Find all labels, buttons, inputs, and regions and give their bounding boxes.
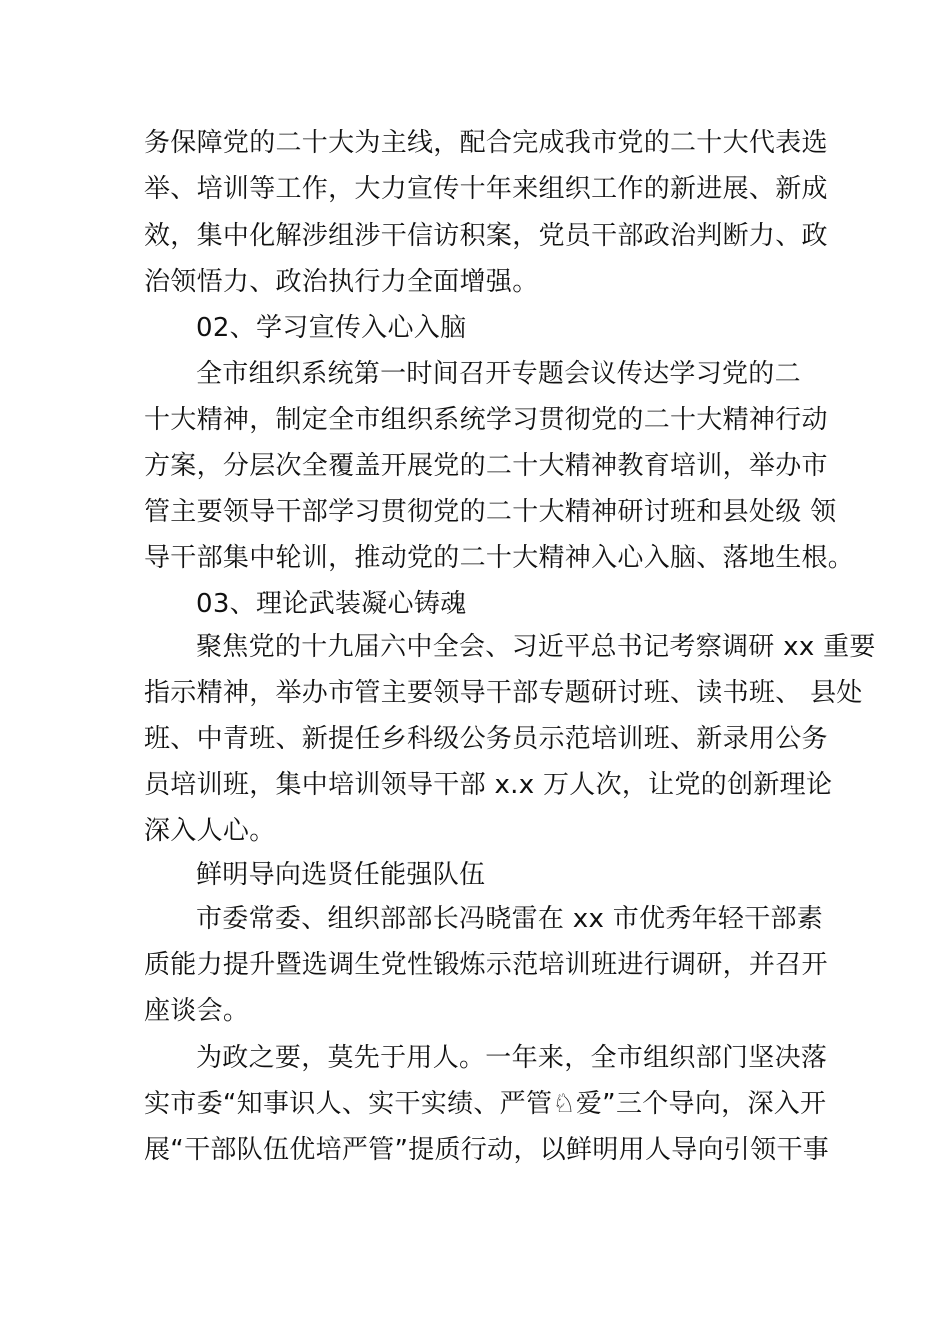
body-line: 务保障党的二十大为主线，配合完成我市党的二十大代表选: [144, 128, 828, 158]
body-line: 举、培训等工作，大力宣传十年来组织工作的新进展、新成: [144, 174, 828, 204]
body-line: 管主要领导干部学习贯彻党的二十大精神研讨班和县处级 领: [144, 497, 837, 527]
body-line: 治领悟力、政治执行力全面增强。: [144, 267, 539, 297]
body-line: 导干部集中轮训，推动党的二十大精神入心入脑、落地生根。: [144, 543, 855, 573]
body-line: 十大精神，制定全市组织系统学习贯彻党的二十大精神行动: [144, 405, 828, 435]
section-heading: 03、理论武装凝心铸魂: [196, 589, 467, 619]
body-line: 实市委“知事识人、实干实绩、严管♘爱”三个导向，深入开: [144, 1089, 827, 1119]
body-line: 深入人心。: [144, 816, 276, 846]
body-line: 全市组织系统第一时间召开专题会议传达学习党的二: [196, 359, 801, 389]
body-line: 效，集中化解涉组涉干信访积案，党员干部政治判断力、政: [144, 221, 828, 251]
section-heading: 02、学习宣传入心入脑: [196, 313, 467, 343]
body-line: 质能力提升暨选调生党性锻炼示范培训班进行调研，并召开: [144, 950, 828, 980]
body-line: 聚焦党的十九届六中全会、习近平总书记考察调研 xx 重要: [196, 632, 876, 662]
body-line: 方案，分层次全覆盖开展党的二十大精神教育培训，举办市: [144, 451, 828, 481]
body-line: 员培训班，集中培训领导干部 x.x 万人次，让党的创新理论: [144, 770, 833, 800]
section-heading: 鲜明导向选贤任能强队伍: [196, 860, 486, 890]
body-line: 指示精神，举办市管主要领导干部专题研讨班、读书班、 县处: [144, 678, 863, 708]
body-line: 班、中青班、新提任乡科级公务员示范培训班、新录用公务: [144, 724, 828, 754]
body-line: 展“干部队伍优培严管”提质行动，以鲜明用人导向引领干事: [144, 1135, 830, 1165]
body-line: 为政之要，莫先于用人。一年来，全市组织部门坚决落: [196, 1043, 828, 1073]
body-line: 座谈会。: [144, 996, 250, 1026]
body-line: 市委常委、组织部部长冯晓雷在 xx 市优秀年轻干部素: [196, 904, 824, 934]
